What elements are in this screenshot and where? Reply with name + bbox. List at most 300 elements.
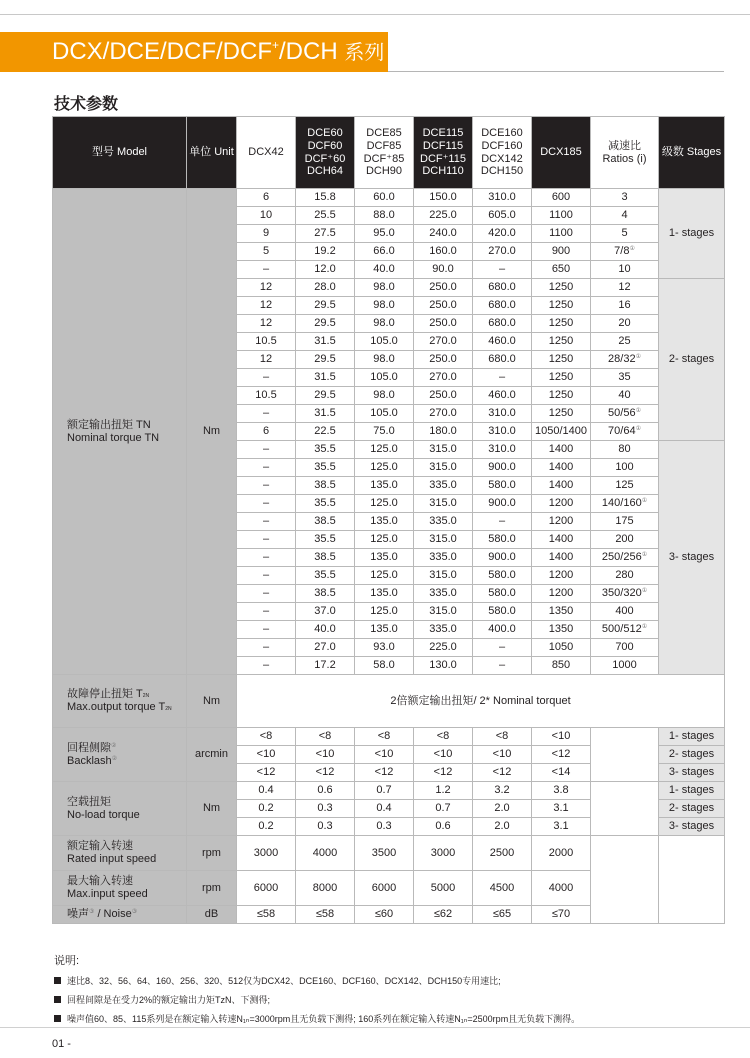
ratio-value: 16 xyxy=(618,299,631,312)
noload-value: 0.7 xyxy=(414,800,473,818)
torque-value: 240.0 xyxy=(414,225,473,243)
torque-value: 29.5 xyxy=(296,387,355,405)
torque-value: 310.0 xyxy=(473,441,532,459)
torque-value: 135.0 xyxy=(355,513,414,531)
noload-value: 0.2 xyxy=(237,800,296,818)
backlash-value: <12 xyxy=(473,764,532,782)
torque-value: 1200 xyxy=(532,585,591,603)
ratio-cell xyxy=(591,405,659,423)
torque-value: 60.0 xyxy=(355,189,414,207)
ratio-value: 250/256 xyxy=(601,551,642,564)
noload-value: 2.0 xyxy=(473,800,532,818)
backlash-label xyxy=(53,728,187,782)
torque-value: 250.0 xyxy=(414,351,473,369)
torque-value: – xyxy=(237,621,296,639)
torque-value: 105.0 xyxy=(355,333,414,351)
banner-rule xyxy=(388,71,724,72)
torque-value: 38.5 xyxy=(296,549,355,567)
torque-value: 580.0 xyxy=(473,603,532,621)
backlash-mark: ② xyxy=(111,755,118,762)
ratio-value: 25 xyxy=(618,335,631,348)
torque-value: 250.0 xyxy=(414,297,473,315)
torque-value: 98.0 xyxy=(355,387,414,405)
rated-speed-value: 3000 xyxy=(414,836,473,871)
torque-value: – xyxy=(237,441,296,459)
page-number: 01 - xyxy=(52,1038,71,1050)
torque-value: 315.0 xyxy=(414,441,473,459)
torque-value: 460.0 xyxy=(473,333,532,351)
max-torque-label: 故障停止扭矩 T2N Max.output torque T2N xyxy=(53,675,187,728)
ratio-cell xyxy=(591,441,659,459)
torque-value: 10.5 xyxy=(237,387,296,405)
torque-value: 225.0 xyxy=(414,207,473,225)
torque-value: 600 xyxy=(532,189,591,207)
ratio-value: 3 xyxy=(621,191,628,204)
torque-unit: Nm xyxy=(187,189,237,675)
torque-value: 225.0 xyxy=(414,639,473,657)
torque-value: 250.0 xyxy=(414,279,473,297)
torque-value: 1250 xyxy=(532,297,591,315)
ratio-value: 50/56 xyxy=(608,407,636,420)
torque-value: 22.5 xyxy=(296,423,355,441)
noload-value: 0.3 xyxy=(355,818,414,836)
max-torque-value: 2倍额定输出扭矩/ 2* Nominal torquet xyxy=(237,675,725,728)
torque-value: 5 xyxy=(237,243,296,261)
ratio-cell xyxy=(591,387,659,405)
torque-value: 19.2 xyxy=(296,243,355,261)
noise-value: ≤70 xyxy=(532,906,591,924)
torque-value: 1250 xyxy=(532,369,591,387)
ratio-note-mark: ① xyxy=(635,426,641,433)
backlash-stage: 3- stages xyxy=(659,764,725,782)
backlash-value: <10 xyxy=(296,746,355,764)
torque-value: – xyxy=(237,477,296,495)
ratio-value: 4 xyxy=(621,209,628,222)
backlash-value: <8 xyxy=(414,728,473,746)
rated-speed-value: 2500 xyxy=(473,836,532,871)
torque-value: 1400 xyxy=(532,459,591,477)
torque-value: 27.5 xyxy=(296,225,355,243)
rated-speed-value: 3500 xyxy=(355,836,414,871)
bullet-square-icon xyxy=(54,996,61,1003)
torque-value: 900.0 xyxy=(473,495,532,513)
backlash-stage: 2- stages xyxy=(659,746,725,764)
torque-value: 125.0 xyxy=(355,567,414,585)
torque-value: 40.0 xyxy=(296,621,355,639)
torque-value: 38.5 xyxy=(296,477,355,495)
torque-value: 38.5 xyxy=(296,585,355,603)
noload-empty-ratio xyxy=(591,782,659,836)
ratio-value: 175 xyxy=(615,515,634,528)
header-model: 型号 Model xyxy=(53,117,187,189)
torque-value: 1100 xyxy=(532,225,591,243)
backlash-value: <10 xyxy=(414,746,473,764)
spec-table xyxy=(52,116,725,924)
torque-value: 315.0 xyxy=(414,459,473,477)
bullet-square-icon xyxy=(54,977,61,984)
torque-value: 28.0 xyxy=(296,279,355,297)
torque-value: 270.0 xyxy=(473,243,532,261)
torque-value: 27.0 xyxy=(296,639,355,657)
torque-value: 680.0 xyxy=(473,351,532,369)
torque-value: 10.5 xyxy=(237,333,296,351)
torque-value: 35.5 xyxy=(296,459,355,477)
torque-value: 680.0 xyxy=(473,315,532,333)
banner-title-b: /DCH xyxy=(279,38,338,65)
backlash-value: <8 xyxy=(296,728,355,746)
banner-title-sup: + xyxy=(272,38,280,52)
torque-value: 335.0 xyxy=(414,585,473,603)
noload-value: 0.6 xyxy=(414,818,473,836)
torque-value: 35.5 xyxy=(296,531,355,549)
top-rule xyxy=(0,14,750,15)
torque-value: – xyxy=(237,459,296,477)
noload-value: 0.3 xyxy=(296,818,355,836)
ratio-note-mark: ① xyxy=(635,354,641,361)
torque-value: 1400 xyxy=(532,531,591,549)
torque-value: 12 xyxy=(237,279,296,297)
backlash-label-cn xyxy=(67,742,186,755)
noload-label-cn-text: 空载扭矩 xyxy=(67,795,111,808)
backlash-label-en xyxy=(67,755,186,768)
torque-value: – xyxy=(237,567,296,585)
torque-value: 125.0 xyxy=(355,459,414,477)
rated-speed-value: 4000 xyxy=(296,836,355,871)
noload-value: 0.2 xyxy=(237,818,296,836)
torque-value: 335.0 xyxy=(414,549,473,567)
torque-value: 460.0 xyxy=(473,387,532,405)
header-unit: 单位 Unit xyxy=(187,117,237,189)
torque-value: 135.0 xyxy=(355,477,414,495)
ratio-cell xyxy=(591,477,659,495)
torque-value: – xyxy=(237,603,296,621)
ratio-value: 1000 xyxy=(612,659,637,672)
noload-body xyxy=(53,782,725,836)
torque-value: – xyxy=(237,513,296,531)
torque-value: 1250 xyxy=(532,315,591,333)
header-col-60: DCE60 DCF60 DCF⁺60 DCH64 xyxy=(296,117,355,189)
torque-value: 29.5 xyxy=(296,315,355,333)
noload-value: 3.1 xyxy=(532,818,591,836)
torque-value: 1350 xyxy=(532,621,591,639)
ratio-cell xyxy=(591,603,659,621)
series-banner xyxy=(0,32,388,72)
torque-value: 250.0 xyxy=(414,315,473,333)
note-item: 速比8、32、56、64、160、256、320、512仅为DCX42、DCE160、DCF160、DCX142、DCH150专用速比; xyxy=(54,974,734,987)
ratio-cell xyxy=(591,369,659,387)
noload-value: 0.4 xyxy=(355,800,414,818)
torque-value: 400.0 xyxy=(473,621,532,639)
header-col-85: DCE85 DCF85 DCF⁺85 DCH90 xyxy=(355,117,414,189)
noise-value: ≤62 xyxy=(414,906,473,924)
torque-value: 95.0 xyxy=(355,225,414,243)
backlash-stage: 1- stages xyxy=(659,728,725,746)
noload-value: 2.0 xyxy=(473,818,532,836)
header-dcx42: DCX42 xyxy=(237,117,296,189)
noload-stage: 3- stages xyxy=(659,818,725,836)
bullet-square-icon xyxy=(54,1015,61,1022)
torque-value: – xyxy=(473,657,532,675)
ratio-value: 350/320 xyxy=(601,587,642,600)
ratio-value: 28/32 xyxy=(608,353,636,366)
noise-label: 噪声③ / Noise③ xyxy=(53,906,187,924)
ratio-cell xyxy=(591,531,659,549)
footer-rule xyxy=(0,1027,750,1028)
noload-value: 3.1 xyxy=(532,800,591,818)
backlash-value: <12 xyxy=(355,764,414,782)
torque-value: – xyxy=(237,531,296,549)
noise-value: ≤58 xyxy=(296,906,355,924)
notes-title: 说明: xyxy=(54,955,80,967)
noload-row xyxy=(53,782,725,800)
ratio-cell xyxy=(591,351,659,369)
torque-value: 310.0 xyxy=(473,189,532,207)
noload-value: 3.2 xyxy=(473,782,532,800)
banner-title-c: 系列 xyxy=(344,42,385,64)
torque-value: 25.5 xyxy=(296,207,355,225)
torque-value: 1400 xyxy=(532,549,591,567)
torque-value: 580.0 xyxy=(473,585,532,603)
ratio-value: 5 xyxy=(621,227,628,240)
max-torque-unit: Nm xyxy=(187,675,237,728)
noload-value: 1.2 xyxy=(414,782,473,800)
rated-speed-label: 额定输入转速 Rated input speed xyxy=(53,836,187,871)
ratio-value: 500/512 xyxy=(601,623,642,636)
notes xyxy=(54,952,734,1031)
torque-value: 680.0 xyxy=(473,297,532,315)
torque-value: – xyxy=(237,549,296,567)
note-item: 噪声值60、85、115系列是在额定输入转速N₁ₙ=3000rpm且无负载下测得; 160系列在额定输入转速N₁ₙ=2500rpm且无负载下测得。 xyxy=(54,1012,734,1025)
torque-value: 270.0 xyxy=(414,369,473,387)
torque-value: 10 xyxy=(237,207,296,225)
torque-value: 40.0 xyxy=(355,261,414,279)
section-title: 技术参数 xyxy=(54,96,119,113)
stage-label: 1- stages xyxy=(659,189,725,279)
torque-value: 900 xyxy=(532,243,591,261)
ratio-value: 20 xyxy=(618,317,631,330)
torque-value: – xyxy=(473,261,532,279)
torque-value: 1200 xyxy=(532,567,591,585)
ratio-value: 100 xyxy=(615,461,634,474)
torque-value: 160.0 xyxy=(414,243,473,261)
torque-row xyxy=(53,189,725,207)
noload-value: 0.3 xyxy=(296,800,355,818)
noload-label xyxy=(53,782,187,836)
noload-value: 0.6 xyxy=(296,782,355,800)
ratio-note-mark: ① xyxy=(641,498,648,505)
torque-value: 130.0 xyxy=(414,657,473,675)
header-ratio: 减速比 Ratios (i) xyxy=(591,117,659,189)
ratio-value: 12 xyxy=(618,281,631,294)
noload-value: 0.7 xyxy=(355,782,414,800)
torque-value: 9 xyxy=(237,225,296,243)
ratio-value: 70/64 xyxy=(608,425,636,438)
torque-value: 1250 xyxy=(532,351,591,369)
torque-value: 35.5 xyxy=(296,441,355,459)
ratio-cell xyxy=(591,423,659,441)
torque-value: 105.0 xyxy=(355,369,414,387)
torque-value: 35.5 xyxy=(296,495,355,513)
backlash-value: <10 xyxy=(237,746,296,764)
torque-value: 6 xyxy=(237,189,296,207)
torque-value: 580.0 xyxy=(473,567,532,585)
ratio-cell xyxy=(591,639,659,657)
torque-value: 98.0 xyxy=(355,315,414,333)
noload-value: 3.8 xyxy=(532,782,591,800)
stage-label: 3- stages xyxy=(659,441,725,675)
noise-value: ≤65 xyxy=(473,906,532,924)
ratio-note-mark: ① xyxy=(641,588,648,595)
ratio-cell xyxy=(591,279,659,297)
max-speed-label: 最大输入转速 Max.input speed xyxy=(53,871,187,906)
torque-value: 66.0 xyxy=(355,243,414,261)
torque-value: 335.0 xyxy=(414,513,473,531)
torque-value: 250.0 xyxy=(414,387,473,405)
torque-value: 135.0 xyxy=(355,585,414,603)
backlash-mark: ② xyxy=(111,742,117,749)
ratio-cell xyxy=(591,459,659,477)
torque-value: 150.0 xyxy=(414,189,473,207)
max-speed-value: 4000 xyxy=(532,871,591,906)
backlash-value: <10 xyxy=(532,728,591,746)
ratio-cell xyxy=(591,621,659,639)
backlash-value: <14 xyxy=(532,764,591,782)
ratio-cell xyxy=(591,333,659,351)
torque-body xyxy=(53,189,725,675)
torque-value: 310.0 xyxy=(473,405,532,423)
torque-value: – xyxy=(237,657,296,675)
backlash-value: <12 xyxy=(532,746,591,764)
torque-value: 29.5 xyxy=(296,351,355,369)
torque-value: 605.0 xyxy=(473,207,532,225)
torque-value: 335.0 xyxy=(414,621,473,639)
ratio-cell xyxy=(591,549,659,567)
ratio-value: 400 xyxy=(615,605,634,618)
header-stages: 级数 Stages xyxy=(659,117,725,189)
rated-speed-value: 3000 xyxy=(237,836,296,871)
torque-value: 850 xyxy=(532,657,591,675)
backlash-value: <10 xyxy=(473,746,532,764)
max-torque-row xyxy=(53,675,725,728)
noload-label-en xyxy=(67,809,186,822)
ratio-cell xyxy=(591,567,659,585)
noload-stage: 2- stages xyxy=(659,800,725,818)
backlash-value: <10 xyxy=(355,746,414,764)
backlash-value: <12 xyxy=(414,764,473,782)
ratio-value: 125 xyxy=(615,479,634,492)
ratio-cell xyxy=(591,657,659,675)
torque-value: – xyxy=(237,639,296,657)
ratio-cell xyxy=(591,243,659,261)
backlash-value: <12 xyxy=(237,764,296,782)
torque-value: 1100 xyxy=(532,207,591,225)
torque-value: 900.0 xyxy=(473,549,532,567)
ratio-note-mark: ① xyxy=(629,246,635,253)
torque-value: 1050/1400 xyxy=(532,423,591,441)
torque-value: 38.5 xyxy=(296,513,355,531)
torque-label-en: Nominal torque TN xyxy=(67,431,160,444)
torque-value: 93.0 xyxy=(355,639,414,657)
noload-label-cn xyxy=(67,796,186,809)
max-speed-value: 4500 xyxy=(473,871,532,906)
torque-value: – xyxy=(473,639,532,657)
ratio-value: 10 xyxy=(618,263,631,276)
note-item: 回程间隙是在受力2%的额定输出力矩TzN、下测得; xyxy=(54,993,734,1006)
torque-value: 1350 xyxy=(532,603,591,621)
noload-value: 0.4 xyxy=(237,782,296,800)
torque-value: 15.8 xyxy=(296,189,355,207)
torque-value: 315.0 xyxy=(414,603,473,621)
torque-value: 335.0 xyxy=(414,477,473,495)
torque-value: 125.0 xyxy=(355,495,414,513)
torque-value: 310.0 xyxy=(473,423,532,441)
ratio-cell xyxy=(591,297,659,315)
header-col-160: DCE160 DCF160 DCX142 DCH150 xyxy=(473,117,532,189)
ratio-cell xyxy=(591,513,659,531)
ratio-value: 140/160 xyxy=(601,497,642,510)
torque-value: 680.0 xyxy=(473,279,532,297)
backlash-value: <12 xyxy=(296,764,355,782)
speed-body xyxy=(53,836,725,924)
torque-value: – xyxy=(237,369,296,387)
torque-value: 6 xyxy=(237,423,296,441)
rated-speed-row xyxy=(53,836,725,871)
backlash-body xyxy=(53,728,725,782)
torque-value: 12 xyxy=(237,297,296,315)
torque-value: 12.0 xyxy=(296,261,355,279)
torque-value: 420.0 xyxy=(473,225,532,243)
ratio-value: 280 xyxy=(615,569,634,582)
torque-value: 270.0 xyxy=(414,405,473,423)
torque-value: 270.0 xyxy=(414,333,473,351)
torque-value: – xyxy=(237,405,296,423)
stage-label: 2- stages xyxy=(659,279,725,441)
ratio-note-mark: ① xyxy=(635,408,641,415)
header-col-115: DCE115 DCF115 DCF⁺115 DCH110 xyxy=(414,117,473,189)
ratio-cell xyxy=(591,495,659,513)
ratio-value: 35 xyxy=(618,371,631,384)
torque-value: 1250 xyxy=(532,387,591,405)
torque-value: 1250 xyxy=(532,279,591,297)
torque-value: 75.0 xyxy=(355,423,414,441)
torque-value: 31.5 xyxy=(296,333,355,351)
speed-empty-stage xyxy=(659,836,725,924)
backlash-label-cn-text: 回程侧隙 xyxy=(67,741,111,754)
torque-value: 580.0 xyxy=(473,531,532,549)
torque-value: 315.0 xyxy=(414,567,473,585)
backlash-row xyxy=(53,728,725,746)
ratio-cell xyxy=(591,207,659,225)
ratio-value: 80 xyxy=(618,443,631,456)
max-speed-value: 8000 xyxy=(296,871,355,906)
torque-value: 1250 xyxy=(532,333,591,351)
speed-empty-ratio xyxy=(591,836,659,924)
ratio-value: 200 xyxy=(615,533,634,546)
max-speed-value: 6000 xyxy=(355,871,414,906)
torque-value: 1400 xyxy=(532,441,591,459)
torque-value: 180.0 xyxy=(414,423,473,441)
ratio-cell xyxy=(591,261,659,279)
ratio-cell xyxy=(591,315,659,333)
header-dcx185: DCX185 xyxy=(532,117,591,189)
torque-label-cn: 额定输出扭矩 TN xyxy=(67,418,151,431)
torque-value: 1400 xyxy=(532,477,591,495)
backlash-value: <8 xyxy=(355,728,414,746)
ratio-cell xyxy=(591,189,659,207)
torque-value: 58.0 xyxy=(355,657,414,675)
torque-value: 105.0 xyxy=(355,405,414,423)
backlash-empty-ratio xyxy=(591,728,659,782)
